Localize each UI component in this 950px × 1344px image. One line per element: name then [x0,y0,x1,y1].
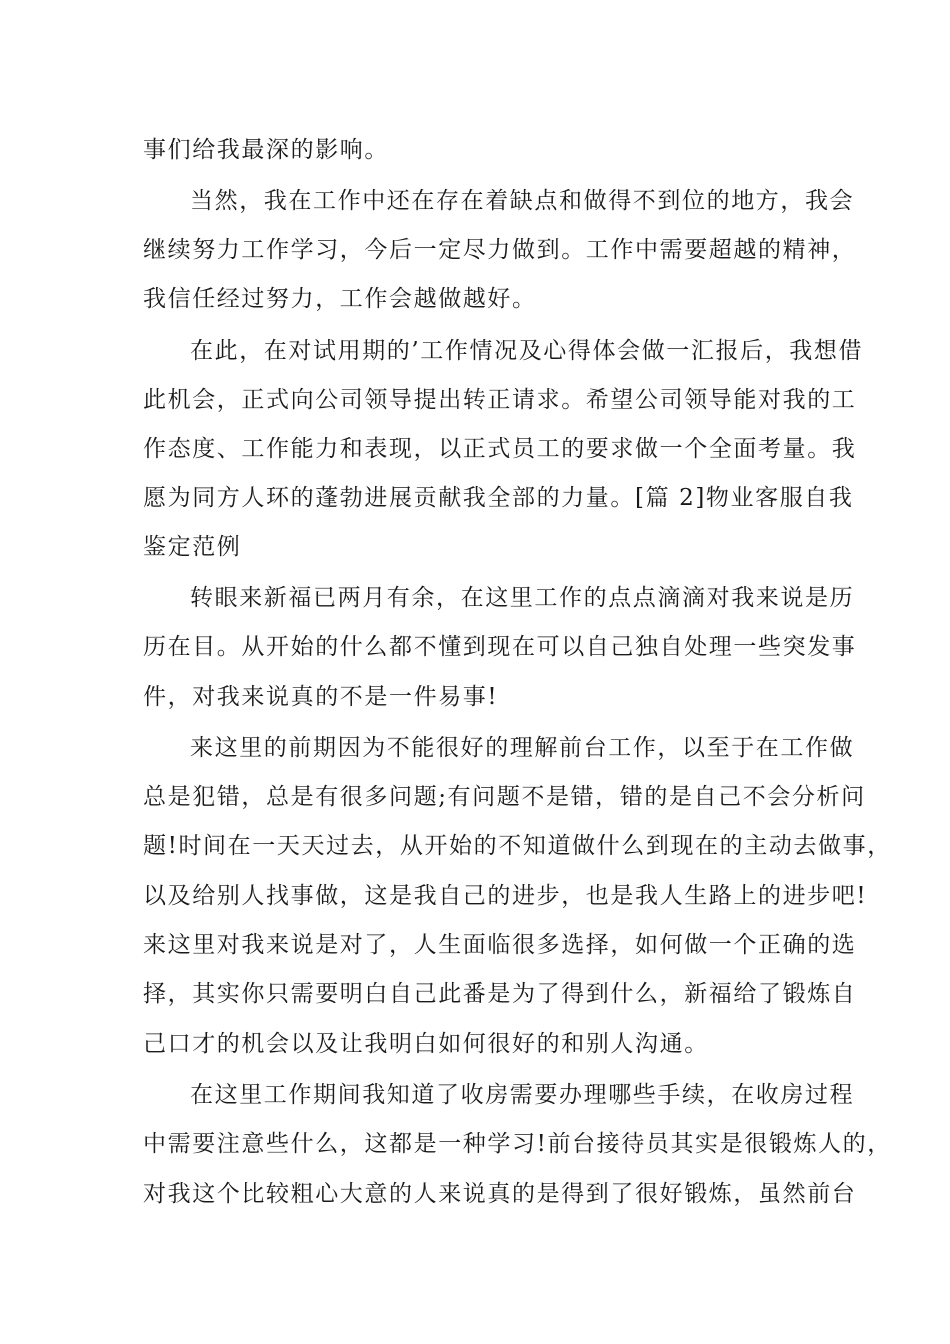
text-line: 作态度、工作能力和表现，以正式员工的要求做一个全面考量。我 [143,436,857,462]
text-line: 件，对我来说真的不是一件易事! [143,684,499,710]
text-line: 此机会，正式向公司领导提出转正请求。希望公司领导能对我的工 [143,387,857,413]
text-line: 我信任经过努力，工作会越做越好。 [143,286,537,312]
text-line: 题!时间在一天天过去，从开始的不知道做什么到现在的主动去做事， [143,833,892,859]
text-line: 中需要注意些什么，这都是一种学习!前台接待员其实是很锻炼人的， [143,1131,892,1157]
text-line: 己口才的机会以及让我明白如何很好的和别人沟通。 [143,1031,709,1057]
text-line: 以及给别人找事做，这是我自己的进步，也是我人生路上的进步吧! [143,883,868,909]
text-line: 来这里对我来说是对了，人生面临很多选择，如何做一个正确的选 [143,932,857,958]
paragraph-start-line: 来这里的前期因为不能很好的理解前台工作，以至于在工作做 [190,735,855,761]
section-title-line: 鉴定范例 [143,534,242,560]
paragraph-start-line: 当然，我在工作中还在存在着缺点和做得不到位的地方，我会 [190,188,855,214]
text-line: 总是犯错，总是有很多问题;有问题不是错，错的是自己不会分析问 [143,784,866,810]
paragraph-start-line: 在这里工作期间我知道了收房需要办理哪些手续，在收房过程 [190,1082,855,1108]
text-line: 事们给我最深的影响。 [143,137,389,163]
text-line: 愿为同方人环的蓬勃进展贡献我全部的力量。[篇 2]物业客服自我 [143,485,854,511]
text-line: 择，其实你只需要明白自己此番是为了得到什么，新福给了锻炼自 [143,981,857,1007]
paragraph-start-line: 在此，在对试用期的’工作情况及心得体会做一汇报后，我想借 [190,338,864,364]
text-line: 继续努力工作学习，今后一定尽力做到。工作中需要超越的精神， [143,237,857,263]
text-line: 历在目。从开始的什么都不懂到现在可以自己独自处理一些突发事 [143,634,857,660]
paragraph-start-line: 转眼来新福已两月有余，在这里工作的点点滴滴对我来说是历 [190,585,855,611]
text-line: 对我这个比较粗心大意的人来说真的是得到了很好锻炼，虽然前台 [143,1181,857,1207]
